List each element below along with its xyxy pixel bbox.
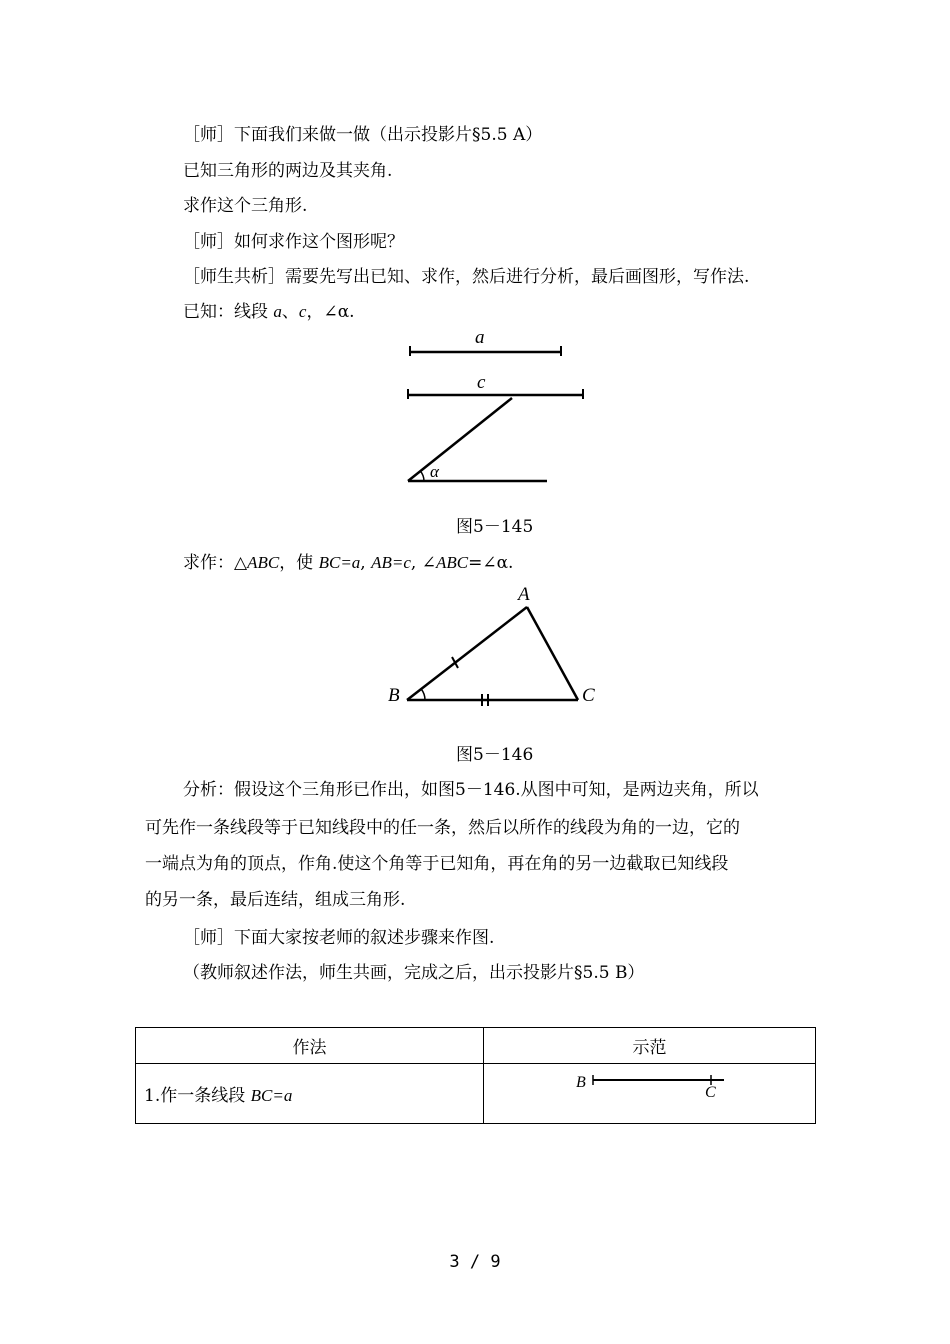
- target-suffix: =∠α.: [468, 553, 514, 573]
- paragraph-known: 已知三角形的两边及其夹角.: [183, 161, 393, 181]
- label-c: c: [477, 372, 486, 393]
- target-comma1: ,: [360, 553, 372, 573]
- demo-segment-bc: [484, 1064, 816, 1124]
- table-row: [136, 1064, 816, 1124]
- given-a: a: [273, 302, 282, 321]
- label-alpha: α: [430, 462, 439, 481]
- analysis-line-2: 可先作一条线段等于已知线段中的任一条，然后以所作的线段为角的一边，它的: [145, 818, 740, 838]
- label-C: C: [582, 685, 595, 706]
- given-c: c: [298, 302, 307, 321]
- table-header-row: [136, 1028, 816, 1064]
- figure-145-caption: 图5－145: [456, 517, 534, 537]
- given-suffix: ，∠α.: [306, 302, 355, 322]
- analysis-line-3: 一端点为角的顶点，作角.使这个角等于已知角，再在角的另一边截取已知线段: [145, 854, 729, 874]
- analysis-line-1: 分析：假设这个三角形已作出，如图5－146.从图中可知，是两边夹角，所以: [183, 780, 759, 800]
- analysis-line-4: 的另一条，最后连结，组成三角形.: [145, 890, 406, 910]
- paragraph-teacher-instruction: ［师］下面大家按老师的叙述步骤来作图.: [183, 928, 495, 948]
- target-eq1: BC=a: [318, 553, 361, 572]
- target-abc: ABC: [247, 553, 280, 572]
- step-1-cell: [136, 1064, 484, 1124]
- angle-b-arc: [421, 689, 425, 700]
- paragraph-construct: 求作这个三角形.: [183, 196, 308, 216]
- paragraph-teacher-intro: ［师］下面我们来做一做（出示投影片§5.5 A）: [183, 125, 543, 145]
- triangle-abc: [407, 607, 578, 700]
- label-A: A: [518, 584, 530, 605]
- given-prefix: 已知：线段: [183, 302, 274, 322]
- given-sep: 、: [281, 302, 299, 322]
- target-mid: ，使: [279, 553, 319, 573]
- construction-table: [135, 1027, 816, 1124]
- paragraph-teacher-narration: （教师叙述作法，师生共画，完成之后，出示投影片§5.5 B）: [183, 963, 645, 983]
- step-1-demo-cell: [484, 1064, 816, 1124]
- label-a: a: [475, 327, 485, 348]
- target-prefix: 求作：△: [183, 553, 248, 573]
- target-eq2: AB=c: [371, 553, 411, 572]
- figure-146-caption: 图5－146: [456, 745, 534, 765]
- step-1-math: BC=a: [250, 1086, 293, 1105]
- header-method: 作法: [136, 1028, 484, 1064]
- demo-label-C: C: [705, 1084, 716, 1101]
- target-comma2: , ∠: [410, 553, 436, 573]
- paragraph-teacher-question: ［师］如何求作这个图形呢？: [183, 232, 404, 252]
- paragraph-joint-analysis: ［师生共析］需要先写出已知、求作，然后进行分析，最后画图形，写作法.: [183, 267, 750, 287]
- target-eq3: ABC: [435, 553, 469, 572]
- page-number: 3 / 9: [449, 1252, 501, 1272]
- demo-label-B: B: [576, 1074, 586, 1091]
- label-B: B: [388, 685, 400, 706]
- header-demo: 示范: [484, 1028, 816, 1064]
- step-1-prefix: 1.作一条线段: [144, 1086, 251, 1106]
